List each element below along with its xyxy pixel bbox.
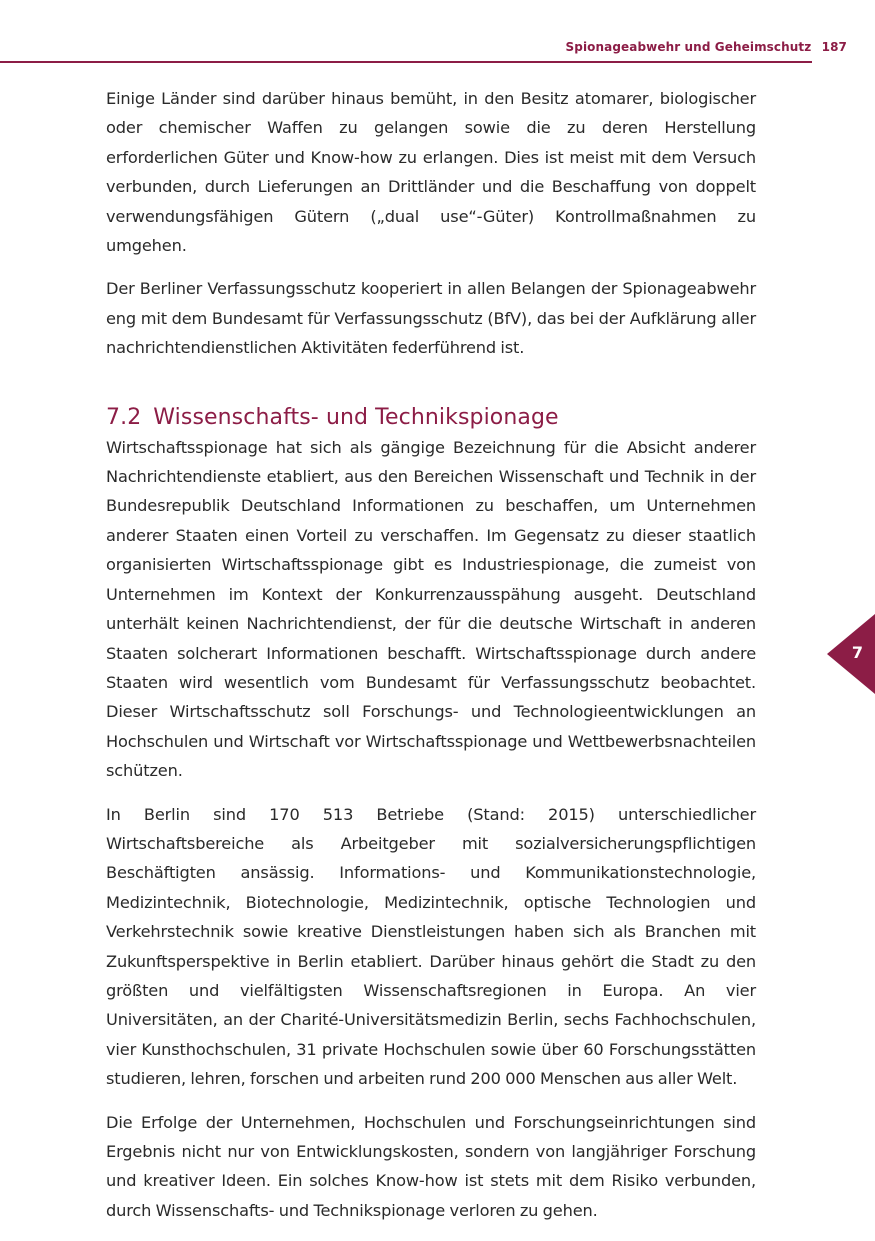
- page-number: 187: [821, 40, 847, 54]
- running-header: [566, 40, 847, 54]
- paragraph-cooperation: Der Berliner Verfassungsschutz kooperiert in allen Belangen der Spionageabwehr eng mit dem Bundesamt für Verfassungsschutz (BfV), das bei der Aufklärung aller nachrichtendienstlichen Aktivitäten federführend ist.: [106, 279, 756, 358]
- section-title: Wissenschafts- und Technikspionage: [153, 404, 559, 430]
- paragraph-weapons: Einige Länder sind darüber hinaus bemüht, in den Besitz atomarer, biologischer oder chemischer Waffen zu gelangen sowie die zu deren Herstellung erforderlichen Güter und Know-how zu erlangen. Dies ist meist mit dem Versuch verbunden, durch Lieferungen an Drittländer und die Beschaffung von doppelt verwendungsfähigen Gütern („dual use“-Güter) Kontrollmaßnahmen zu umgehen.: [106, 89, 756, 256]
- paragraph-success-risk: Die Erfolge der Unternehmen, Hochschulen und Forschungseinrichtungen sind Ergebnis nicht nur von Entwicklungskosten, sondern von langjähriger Forschung und kreativer Ideen. Ein solches Know-how ist stets mit dem Risiko verbunden, durch Wissenschafts- und Technikspionage verloren zu gehen.: [106, 1112, 756, 1220]
- section-number: 7.2: [106, 404, 142, 430]
- header-rule: [0, 61, 812, 63]
- chapter-tab: [827, 614, 875, 694]
- running-title: Spionageabwehr und Geheimschutz: [565, 40, 812, 54]
- chapter-number: 7: [851, 643, 863, 662]
- paragraph-berlin-economy: In Berlin sind 170 513 Betriebe (Stand: 2015) unterschiedlicher Wirtschaftsbereiche als Arbeitgeber mit sozialversicherungspflichtigen Beschäftigten ansässig. Informations- und Kommunikationstechnologie, Medizintechnik, Biotechnologie, Medizintechnik, optische Technologien und Verkehrstechnik sowie kreative Dienstleistungen haben sich als Branchen mit Zukunftsperspektive in Berlin etabliert. Darüber hinaus gehört die Stadt zu den größten und vielfältigsten Wissenschaftsregionen in Europa. An vier Universitäten, an der Charité-Universitätsmedizin Berlin, sechs Fachhochschulen, vier Kunsthochschulen, 31 private Hochschulen sowie über 60 Forschungsstätten studieren, lehren, forschen und arbeiten rund 200 000 Menschen aus aller Welt.: [106, 804, 756, 1089]
- paragraph-economic-espionage: Wirtschaftsspionage hat sich als gängige Bezeichnung für die Absicht anderer Nachrichtendienste etabliert, aus den Bereichen Wissenschaft und Technik in der Bundesrepublik Deutschland Informationen zu beschaffen, um Unternehmen anderer Staaten einen Vorteil zu verschaffen. Im Gegensatz zu dieser staatlich organisierten Wirtschaftsspionage gibt es Industriespionage, die zumeist von Unternehmen im Kontext der Konkurrenzausspähung ausgeht. Deutschland unterhält keinen Nachrichtendienst, der für die deutsche Wirtschaft in anderen Staaten solcherart Informationen beschafft. Wirtschaftsspionage durch andere Staaten wird wesentlich vom Bundesamt für Verfassungsschutz beobachtet. Dieser Wirtschaftsschutz soll Forschungs- und Technologieentwicklungen an Hochschulen und Wirtschaft vor Wirtschaftsspionage und Wettbewerbsnachteilen schützen.: [106, 437, 756, 781]
- page-body: [106, 84, 756, 1239]
- section-heading: [106, 403, 756, 433]
